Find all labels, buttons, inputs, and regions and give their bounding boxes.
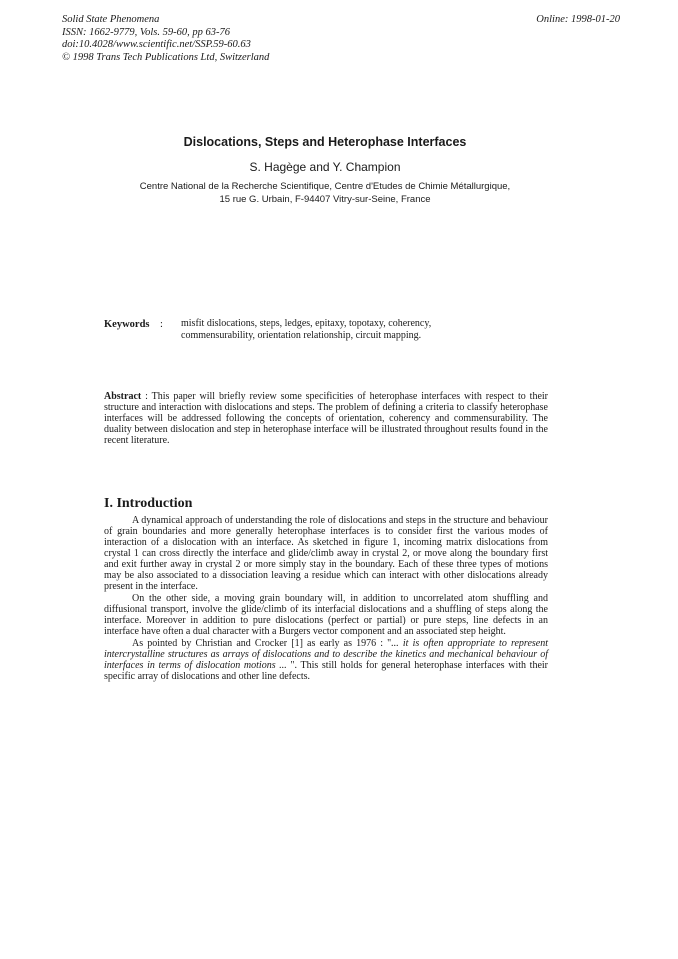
copyright-line: © 1998 Trans Tech Publications Ltd, Switzerland [62, 51, 270, 63]
doi-line: doi:10.4028/www.scientific.net/SSP.59-60.63 [62, 39, 251, 50]
intro-paragraph-3 [104, 638, 548, 682]
issn-line: ISSN: 1662-9779, Vols. 59-60, pp 63-76 [62, 26, 230, 38]
paper-authors: S. Hagège and Y. Champion [249, 160, 401, 174]
keywords-list [181, 318, 431, 341]
keywords-line-2: commensurability, orientation relationship, circuit mapping. [181, 329, 422, 341]
introduction-body [104, 515, 548, 683]
affiliation-line-2: 15 rue G. Urbain, F-94407 Vitry-sur-Seine, France [219, 193, 431, 205]
abstract-text: : This paper will briefly review some specificities of heterophase interfaces with respect to their structure and interaction with dislocations and steps. The problem of defining a criteria to classify heterophase interfaces will be addressed following the concepts of orientation, coherency and commensurability. The duality between dislocation and step in heterophase interface will be illustrated throughout results found in the recent literature. [104, 391, 548, 446]
abstract-paragraph [104, 391, 548, 446]
journal-name: Solid State Phenomena [62, 14, 160, 25]
intro-p3-end: ". This still holds for general heterophase interfaces with their specific array of dislocations and other line defects. [104, 660, 548, 682]
keywords-separator: : [160, 319, 163, 330]
keywords-label: Keywords [104, 319, 150, 330]
abstract-label: Abstract [104, 391, 142, 402]
online-date: Online: 1998-01-20 [536, 14, 620, 25]
paper-title: Dislocations, Steps and Heterophase Interfaces [183, 135, 467, 149]
keywords-line-1: misfit dislocations, steps, ledges, epitaxy, topotaxy, coherency, [181, 318, 432, 329]
section-heading-introduction: I. Introduction [104, 496, 193, 511]
intro-p3-quote: ... it is often appropriate to represent intercrystalline structures as arrays of dislocations and to describe the kinetics and mechanical behaviour of interfaces in terms of dislocation motions ... [104, 638, 548, 671]
journal-header [62, 14, 269, 64]
intro-p3-start: As pointed by Christian and Crocker [1] as early as 1976 : " [132, 638, 392, 649]
affiliation [0, 181, 650, 206]
intro-paragraph-2: On the other side, a moving grain boundary will, in addition to uncorrelated atom shuffling and diffusional transport, involve the glide/climb of its interfacial dislocations and a shuffling of steps along the interface. Moreover in addition to pure dislocations (perfect or partial) or pure steps, line defects in an interface have often a dual character with a Burgers vector component and an associated step height. [104, 593, 548, 637]
intro-paragraph-1: A dynamical approach of understanding the role of dislocations and steps in the structure and behaviour of grain boundaries and more generally heterophase interfaces is to consider first the various modes of interaction of a dislocation with an interface. As sketched in figure 1, incoming matrix dislocations from crystal 1 can cross directly the interface and glide/climb away in crystal 2, or move along the boundary first and exit further away in crystal 2 or more simply stay in the boundary. Each of these three types of motions may be also associated to a dissociation leaving a residue which can interact with other dislocations already present in the interface. [104, 515, 548, 592]
affiliation-line-1: Centre National de la Recherche Scientifique, Centre d'Etudes de Chimie Métallurgique, [139, 181, 511, 192]
abstract [104, 391, 548, 446]
